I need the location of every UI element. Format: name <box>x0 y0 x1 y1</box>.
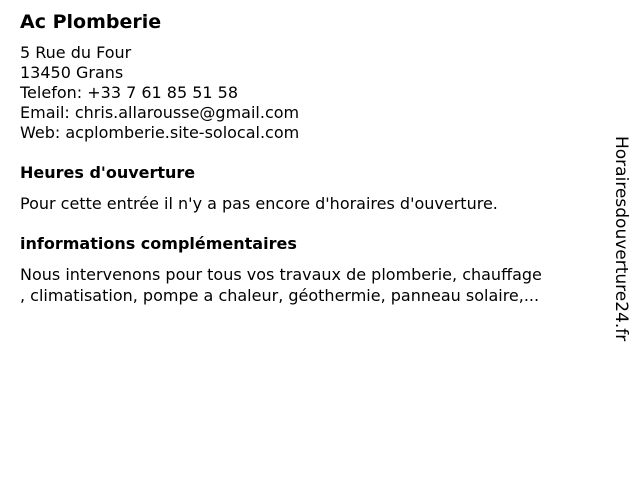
business-card <box>20 10 600 306</box>
business-name: Ac Plomberie <box>20 11 162 33</box>
additional-info-line-2: , climatisation, pompe a chaleur, géothermie, panneau solaire,... <box>20 286 540 305</box>
additional-info-heading: informations complémentaires <box>20 234 297 253</box>
additional-info-text <box>20 264 600 306</box>
web-line: Web: acplomberie.site-solocal.com <box>20 123 300 142</box>
phone-line: Telefon: +33 7 61 85 51 58 <box>20 83 239 102</box>
street-address: 5 Rue du Four <box>20 43 132 62</box>
email-line: Email: chris.allarousse@gmail.com <box>20 103 300 122</box>
opening-hours-text: Pour cette entrée il n'y a pas encore d'horaires d'ouverture. <box>20 194 498 213</box>
site-watermark: Horairesdouverture24.fr <box>611 136 631 342</box>
postal-city: 13450 Grans <box>20 63 124 82</box>
additional-info-line-1: Nous intervenons pour tous vos travaux de plomberie, chauffage <box>20 265 542 284</box>
opening-hours-heading: Heures d'ouverture <box>20 163 196 182</box>
